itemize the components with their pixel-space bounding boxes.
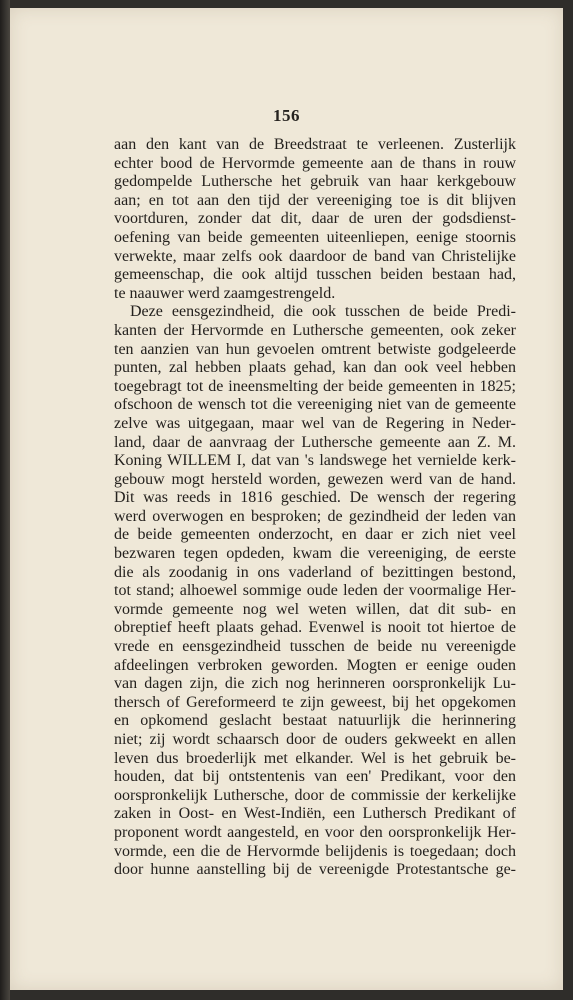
text-line: vormde, een die de Hervormde belijdenis is toegedaan; doch: [114, 842, 516, 860]
text-line: niet; zij wordt schaarsch door de ouders gekweekt en allen: [114, 731, 516, 748]
text-line: Deze eensgezindheid, die ook tusschen de beide Predi-: [130, 303, 516, 321]
text-line: Dit was reeds in 1816 geschied. De wensch der regering: [114, 489, 516, 507]
text-line: vormde gemeente nog wel weten willen, dat dit sub- en: [114, 600, 516, 618]
text-line: obreptief heeft plaats gehad. Evenwel is nooit tot hiertoe de: [114, 619, 516, 637]
text-line: oorspronkelijk Luthersche, door de commissie der kerkelijke: [114, 786, 516, 804]
text-line: gedompelde Luthersche het gebruik van haar kerkgebouw: [114, 173, 516, 191]
text-line: houden, dat bij ontstentenis van een' Predikant, voor den: [114, 768, 516, 786]
text-line: die als zoodanig in ons vaderland of bezittingen bestond,: [114, 563, 516, 581]
text-line: vrede en eensgezindheid tusschen de beide nu vereenigde: [114, 638, 516, 656]
text-line: echter bood de Hervormde gemeente aan de thans in rouw: [114, 154, 516, 172]
text-line: gebouw mogt hersteld worden, gewezen werd van de hand.: [114, 470, 516, 488]
text-line: voortduren, zonder dat dit, daar de uren der godsdienst-: [114, 210, 516, 228]
text-line: en opkomend geslacht bestaat natuurlijk die herinnering: [114, 712, 516, 730]
text-line: werd overwogen en besproken; de gezindheid der leden van: [114, 507, 516, 525]
text-line: ofschoon de wensch tot die vereeniging niet van de gemeente: [114, 396, 516, 414]
text-line: leven dus broederlijk met elkander. Wel is het gebruik be-: [114, 749, 516, 767]
body-text: [114, 136, 516, 880]
text-line: de beide gemeenten onderzocht, en daar er zich niet veel: [114, 526, 516, 544]
text-line: te naauwer werd zaamgestrengeld.: [114, 284, 336, 302]
text-line: van dagen zijn, die zich nog herinneren oorspronkelijk Lu-: [114, 675, 516, 693]
text-line: afdeelingen verbroken geworden. Mogten er eenige ouden: [114, 656, 516, 674]
text-line: kanten der Hervormde en Luthersche gemeenten, ook zeker: [114, 321, 516, 339]
text-line: thersch of Gereformeerd te zijn geweest, bij het opgekomen: [114, 693, 516, 711]
text-line: zelve was uitgegaan, maar wel van de Regering in Neder-: [114, 414, 516, 432]
text-line: ten aanzien van hun gevoelen omtrent betwiste godgeleerde: [114, 340, 516, 358]
text-line: gemeenschap, die ook altijd tusschen beiden bestaan had,: [114, 266, 516, 284]
text-line: verwekte, maar zelfs ook daardoor de band van Christelijke: [114, 247, 516, 265]
text-line: aan den kant van de Breedstraat te verleenen. Zusterlijk: [114, 136, 516, 153]
text-line: oefening van beide gemeenten uiteenliepen, eenige stoornis: [114, 228, 516, 246]
text-line: toegebragt tot de ineensmelting der beide gemeenten in 1825;: [114, 377, 516, 395]
text-line: proponent wordt aangesteld, en voor den oorspronkelijk Her-: [114, 823, 516, 841]
text-line: aan; en tot aan den tijd der vereeniging toe is dit blijven: [114, 191, 516, 209]
text-line: land, daar de aanvraag der Luthersche gemeente aan Z. M.: [114, 433, 516, 451]
text-line: Koning WILLEM I, dat van 's landswege het vernielde kerk-: [114, 452, 516, 470]
text-line: door hunne aanstelling bij de vereenigde Protestantsche ge-: [114, 861, 516, 879]
page-number: 156: [273, 106, 300, 125]
text-line: punten, zal hebben plaats gehad, kan dan ook veel hebben: [114, 359, 516, 377]
text-line: zaken in Oost- en West-Indiën, een Luthersch Predikant of: [114, 805, 516, 823]
book-gutter: [0, 0, 10, 1000]
text-line: tot stand; alhoewel sommige oude leden der voormalige Her-: [114, 582, 516, 600]
text-line: bezwaren tegen opdeden, kwam die vereeniging, de eerste: [114, 545, 516, 563]
